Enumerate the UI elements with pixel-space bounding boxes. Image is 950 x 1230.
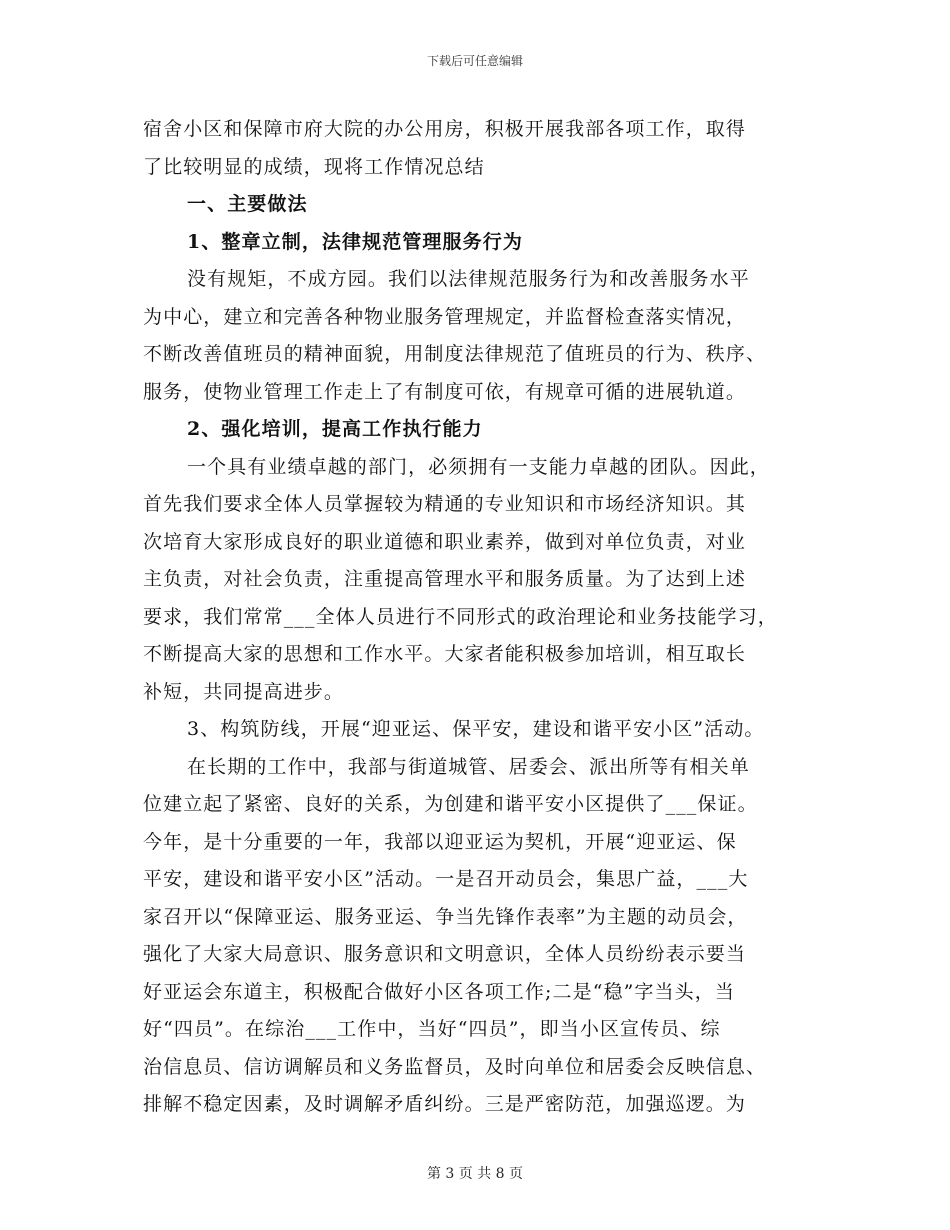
- text-line: 主负责，对社会负责，注重提高管理水平和服务质量。为了达到上述: [143, 568, 747, 590]
- text-line: 一个具有业绩卓越的部门，必须拥有一支能力卓越的团队。因此，: [187, 455, 770, 478]
- subsection-heading: 3、构筑防线，开展“迎亚运、保平安，建设和谐平安小区”活动。: [187, 718, 765, 740]
- text-line: 为中心，建立和完善各种物业服务管理规定，并监督检查落实情况，: [143, 305, 747, 328]
- text-line: 家召开以“保障亚运、服务亚运、争当先锋作表率”为主题的动员会，: [143, 905, 748, 928]
- text-line: 在长期的工作中，我部与街道城管、居委会、派出所等有相关单: [187, 755, 750, 778]
- text-line: 补短，共同提高进步。: [143, 680, 345, 703]
- text-line: 治信息员、信访调解员和义务监督员，及时向单位和居委会反映信息、: [143, 1055, 767, 1078]
- text-line: 次培育大家形成良好的职业道德和职业素养，做到对单位负责，对业: [143, 530, 747, 553]
- text-line: 了比较明显的成绩，现将工作情况总结: [143, 155, 485, 178]
- text-line: 没有规矩，不成方园。我们以法律规范服务行为和改善服务水平: [187, 268, 750, 290]
- text-line: 宿舍小区和保障市府大院的办公用房，积极开展我部各项工作，取得: [143, 118, 747, 140]
- text-line: 强化了大家大局意识、服务意识和文明意识，全体人员纷纷表示要当: [143, 943, 747, 965]
- text-line: 要求，我们常常___全体人员进行不同形式的政治理论和业务技能学习，: [143, 605, 778, 628]
- subsection-heading: 1、整章立制，法律规范管理服务行为: [187, 230, 523, 253]
- text-line: 不断提高大家的思想和工作水平。大家者能积极参加培训，相互取长: [143, 643, 747, 665]
- section-heading: 一、主要做法: [187, 193, 308, 215]
- text-line: 首先我们要求全体人员掌握较为精通的专业知识和市场经济知识。其: [143, 493, 747, 515]
- text-line: 平安，建设和谐平安小区”活动。一是召开动员会，集思广益，___大: [143, 868, 749, 890]
- text-line: 位建立起了紧密、良好的关系，为创建和谐平安小区提供了___保证。: [143, 793, 758, 815]
- text-line: 好亚运会东道主，积极配合做好小区各项工作;二是“稳”字当头，当: [143, 980, 735, 1003]
- document-body: [143, 111, 803, 1124]
- text-line: 好“四员”。在综治___工作中，当好“四员”，即当小区宣传员、综: [143, 1018, 721, 1040]
- subsection-heading: 2、强化培训，提高工作执行能力: [187, 418, 483, 440]
- text-line: 服务，使物业管理工作走上了有制度可依，有规章可循的进展轨道。: [143, 380, 747, 403]
- text-line: 今年，是十分重要的一年，我部以迎亚运为契机，开展“迎亚运、保: [143, 830, 737, 853]
- page-number-footer: 第 3 页 共 8 页: [426, 1166, 524, 1182]
- text-line: 排解不稳定因素，及时调解矛盾纠纷。三是严密防范，加强巡逻。为: [143, 1093, 747, 1115]
- text-line: 不断改善值班员的精神面貌，用制度法律规范了值班员的行为、秩序、: [143, 343, 767, 365]
- page-header: 下载后可任意编辑: [426, 54, 523, 68]
